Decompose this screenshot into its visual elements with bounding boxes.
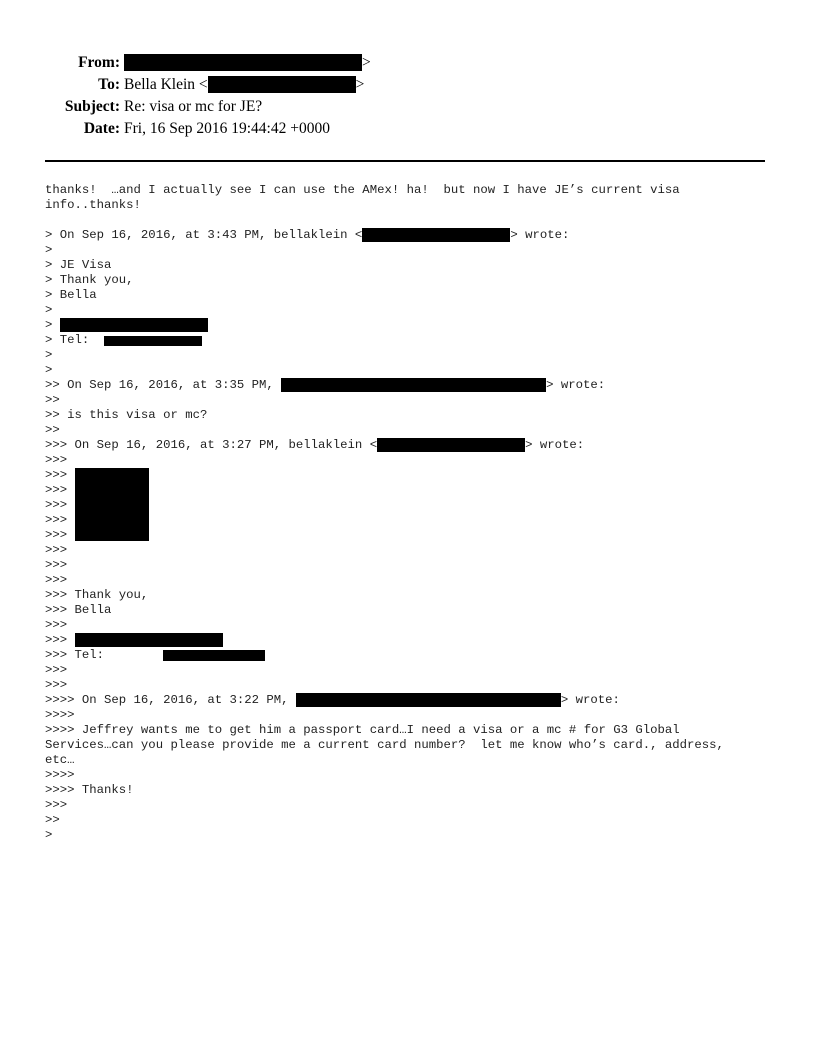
redaction-box xyxy=(104,336,202,346)
redaction-box xyxy=(75,528,149,541)
quote-line: >>> xyxy=(45,498,775,513)
quote-line: > xyxy=(45,318,775,333)
body-line: info..thanks! xyxy=(45,198,141,212)
subject-row xyxy=(0,96,816,118)
from-row xyxy=(0,52,816,74)
from-label: From: xyxy=(78,54,120,71)
quote-line: >> xyxy=(45,423,60,437)
redaction-box xyxy=(124,54,362,71)
quote-line: >>> xyxy=(45,513,775,528)
quote-line: > xyxy=(45,828,53,842)
quote-intro: >> On Sep 16, 2016, at 3:35 PM, > wrote: xyxy=(45,378,606,392)
to-row xyxy=(0,74,816,96)
quote-line: >>>> xyxy=(45,708,75,722)
redaction-box xyxy=(362,228,510,242)
redaction-box xyxy=(163,650,265,661)
quote-line: etc… xyxy=(45,753,75,767)
redaction-box xyxy=(75,483,149,498)
quote-line: >>> Bella xyxy=(45,603,112,617)
redaction-box xyxy=(60,318,208,332)
redaction-box xyxy=(75,513,149,528)
quote-line: Services…can you please provide me a current card number? let me know who’s card., address, xyxy=(45,738,724,752)
quote-line: >>> xyxy=(45,528,775,543)
redaction-box xyxy=(296,693,561,707)
quote-line: >>> xyxy=(45,663,68,677)
quote-line: >> xyxy=(45,393,60,407)
redaction-box xyxy=(208,76,356,93)
from-value: > xyxy=(124,52,371,74)
quote-intro: >>> On Sep 16, 2016, at 3:27 PM, bellaklein < > wrote: xyxy=(45,438,585,452)
quote-line: >>> xyxy=(45,558,68,572)
quote-line: >>>> xyxy=(45,768,75,782)
quote-line: >>> Thank you, xyxy=(45,588,149,602)
redaction-box xyxy=(281,378,546,392)
quote-line: > xyxy=(45,243,53,257)
body-line xyxy=(45,213,775,228)
subject-label: Subject: xyxy=(64,98,120,115)
quote-line: >>> xyxy=(45,678,68,692)
quote-line: >>> xyxy=(45,483,775,498)
to-value: Bella Klein < > xyxy=(124,76,365,93)
header-divider xyxy=(45,160,765,162)
quote-line: > xyxy=(45,348,53,362)
quote-line: >> xyxy=(45,813,60,827)
quote-line: >>> xyxy=(45,618,68,632)
quote-line: >> is this visa or mc? xyxy=(45,408,208,422)
date-label: Date: xyxy=(83,120,120,137)
subject-value: Re: visa or mc for JE? xyxy=(124,98,263,115)
quote-intro: >>>> On Sep 16, 2016, at 3:22 PM, > wrote: xyxy=(45,693,620,707)
date-value: Fri, 16 Sep 2016 19:44:42 +0000 xyxy=(124,120,330,137)
to-label: To: xyxy=(98,76,120,93)
quote-line: >>>> Jeffrey wants me to get him a passport card…I need a visa or a mc # for G3 Global xyxy=(45,723,680,737)
redaction-box xyxy=(75,633,223,647)
date-row xyxy=(0,118,816,140)
quote-line: >>> xyxy=(45,453,68,467)
quote-intro: > On Sep 16, 2016, at 3:43 PM, bellaklein < > wrote: xyxy=(45,228,570,242)
quote-line: >>> xyxy=(45,543,68,557)
message-body xyxy=(45,183,775,843)
quote-line: >>> xyxy=(45,633,775,648)
quote-line: > xyxy=(45,363,53,377)
quote-line: > Thank you, xyxy=(45,273,134,287)
quote-line: > Tel: xyxy=(45,333,775,348)
quote-line: >>> xyxy=(45,798,68,812)
quote-line: > xyxy=(45,303,53,317)
quote-line: >>>> Thanks! xyxy=(45,783,134,797)
quote-line: > JE Visa xyxy=(45,258,112,272)
quote-line: > Bella xyxy=(45,288,97,302)
redaction-box xyxy=(75,498,149,513)
quote-line: >>> Tel: xyxy=(45,648,775,663)
body-line: thanks! …and I actually see I can use the AMex! ha! but now I have JE’s current visa xyxy=(45,183,680,197)
quote-line: >>> xyxy=(45,468,775,483)
quote-line: >>> xyxy=(45,573,68,587)
redaction-box xyxy=(75,468,149,483)
redaction-box xyxy=(377,438,525,452)
